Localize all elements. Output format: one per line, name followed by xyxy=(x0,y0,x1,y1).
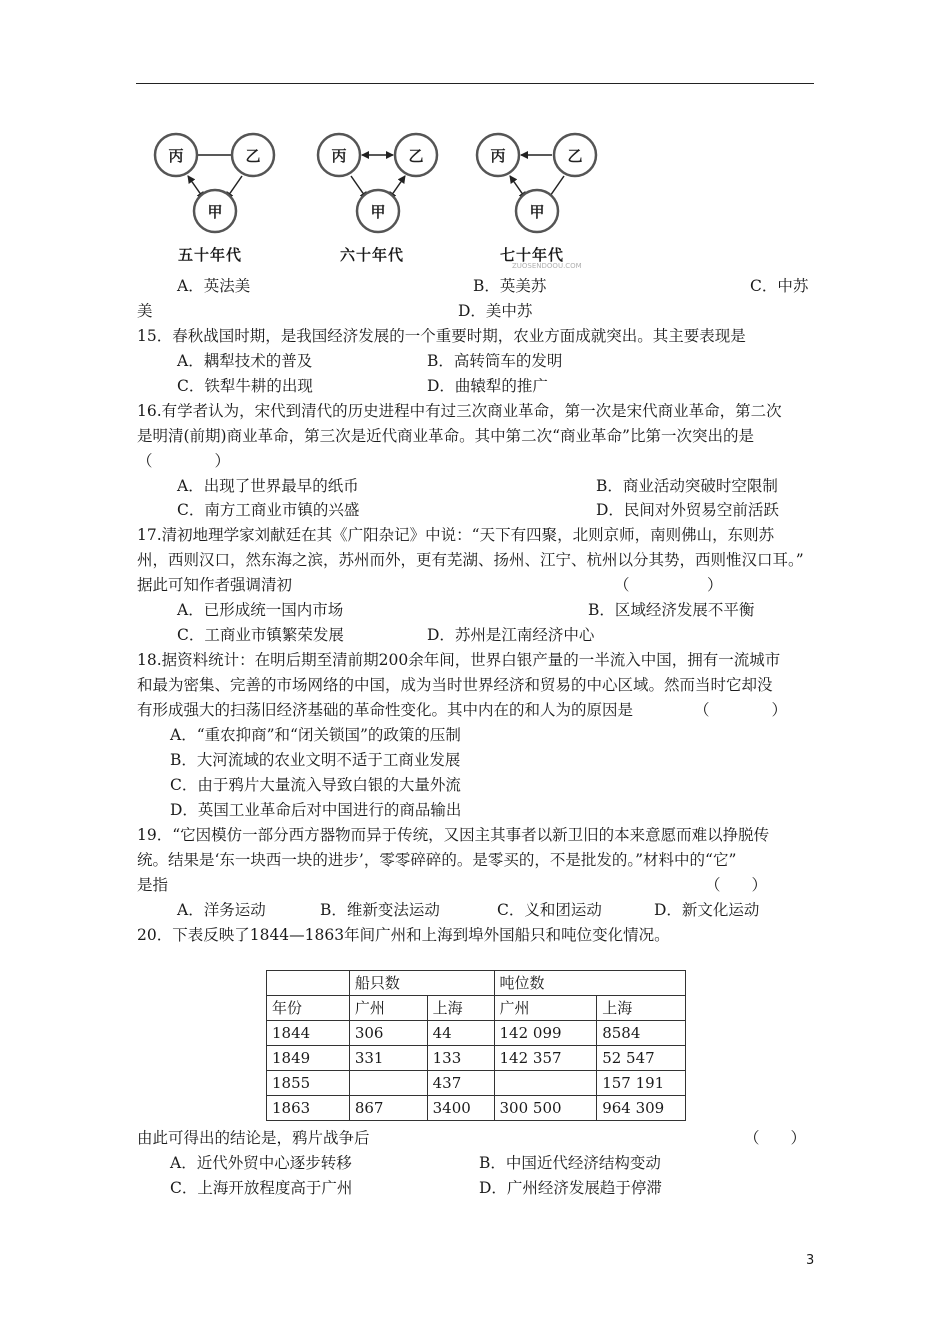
q19-stem-line3: 是指 xyxy=(137,876,169,894)
q17-option-c: C．工商业市镇繁荣发展 xyxy=(177,626,344,644)
table-row xyxy=(267,1071,686,1096)
q18-answer-paren: （ ） xyxy=(694,701,788,719)
table-cell: 44 xyxy=(427,1021,494,1046)
table-cell: 867 xyxy=(349,1096,427,1121)
table-cell: 142 099 xyxy=(494,1021,597,1046)
q20-stem: 20．下表反映了1844—1863年间广州和上海到埠外国船只和吨位变化情况。 xyxy=(137,926,670,944)
q15-stem: 15．春秋战国时期，是我国经济发展的一个重要时期，农业方面成就突出。其主要表现是 xyxy=(137,327,746,345)
diagram-fifties xyxy=(155,134,274,232)
table-cell xyxy=(494,1071,597,1096)
q18-stem-line1: 18.据资料统计：在明后期至清前期200余年间，世界白银产量的一半流入中国，拥有一流城市 xyxy=(137,651,781,669)
subheader-shanghai-tonnage: 上海 xyxy=(597,996,686,1021)
table-cell: 306 xyxy=(349,1021,427,1046)
node-jia: 甲 xyxy=(207,203,223,221)
q17-stem-line1: 17.清初地理学家刘献廷在其《广阳杂记》中说：“天下有四聚，北则京师，南则佛山，东则苏 xyxy=(137,526,775,544)
table-cell: 142 357 xyxy=(494,1046,597,1071)
q20-option-d: D．广州经济发展趋于停滞 xyxy=(479,1179,662,1197)
table-cell xyxy=(349,1071,427,1096)
q16-option-d: D．民间对外贸易空前活跃 xyxy=(596,501,779,519)
q16-stem-line2: 是明清(前期)商业革命，第三次是近代商业革命。其中第二次“商业革命”比第一次突出的是 xyxy=(137,427,754,445)
header-tonnage: 吨位数 xyxy=(494,971,685,996)
q16-option-c: C．南方工商业市镇的兴盛 xyxy=(177,501,360,519)
q18-stem-line2: 和最为密集、完善的市场网络的中国，成为当时世界经济和贸易的中心区域。然而当时它却没 xyxy=(137,676,773,694)
q18-stem-line3: 有形成强大的扫荡旧经济基础的革命性变化。其中内在的和人为的原因是 xyxy=(137,701,634,719)
table-cell: 1844 xyxy=(267,1021,350,1046)
caption-seventies: 七十年代 xyxy=(500,246,565,264)
node-yi: 乙 xyxy=(408,147,424,165)
diagram-sixties xyxy=(318,134,437,232)
table-cell: 3400 xyxy=(427,1096,494,1121)
table-row xyxy=(267,1096,686,1121)
caption-sixties: 六十年代 xyxy=(340,246,405,264)
table-cell: 1849 xyxy=(267,1046,350,1071)
subheader-guangzhou-tonnage: 广州 xyxy=(494,996,597,1021)
node-jia: 甲 xyxy=(529,203,545,221)
q15-option-d: D．曲辕犁的推广 xyxy=(427,377,548,395)
q17-option-b: B．区域经济发展不平衡 xyxy=(588,601,755,619)
q19-option-d: D．新文化运动 xyxy=(654,901,760,919)
q17-option-a: A．已形成统一国内市场 xyxy=(177,601,344,619)
node-yi: 乙 xyxy=(567,147,583,165)
q18-option-a: A．“重农抑商”和“闭关锁国”的政策的压制 xyxy=(170,726,461,744)
q18-option-d: D．英国工业革命后对中国进行的商品输出 xyxy=(170,801,462,819)
q14-option-a: A．英法美 xyxy=(177,277,251,295)
table-cell: 300 500 xyxy=(494,1096,597,1121)
table-cell: 437 xyxy=(427,1071,494,1096)
node-jia: 甲 xyxy=(370,203,386,221)
node-bing: 丙 xyxy=(490,147,506,165)
table-subheader-row xyxy=(267,996,686,1021)
q14-option-b: B．英美苏 xyxy=(473,277,547,295)
subheader-year: 年份 xyxy=(267,996,350,1021)
page-number: 3 xyxy=(806,1253,815,1268)
q15-option-c: C．铁犁牛耕的出现 xyxy=(177,377,313,395)
table-cell: 157 191 xyxy=(597,1071,686,1096)
q17-answer-paren: （ ） xyxy=(614,576,723,594)
table-cell: 331 xyxy=(349,1046,427,1071)
q20-answer-paren: （ ） xyxy=(744,1129,807,1147)
diagram-seventies xyxy=(477,134,596,232)
q17-option-d: D．苏州是江南经济中心 xyxy=(427,626,595,644)
table-corner-cell xyxy=(267,971,350,996)
q16-option-a: A．出现了世界最早的纸币 xyxy=(177,477,359,495)
q20-option-a: A．近代外贸中心逐步转移 xyxy=(170,1154,352,1172)
q15-option-b: B．高转筒车的发明 xyxy=(427,352,563,370)
q19-stem-line2: 统。结果是‘东一块西一块的进步’，零零碎碎的。是零买的，不是批发的。”材料中的“它” xyxy=(137,851,737,869)
q15-option-a: A．耦犁技术的普及 xyxy=(177,352,313,370)
table-cell: 1863 xyxy=(267,1096,350,1121)
subheader-shanghai-ships: 上海 xyxy=(427,996,494,1021)
node-bing: 丙 xyxy=(168,147,184,165)
q19-stem-line1: 19．“它因模仿一部分西方器物而异于传统，又因主其事者以新卫旧的本来意愿而难以挣脱传 xyxy=(137,826,770,844)
q19-option-c: C．义和团运动 xyxy=(497,901,602,919)
ship-tonnage-table xyxy=(266,970,686,1121)
q18-option-b: B．大河流域的农业文明不适于工商业发展 xyxy=(170,751,461,769)
q18-option-c: C．由于鸦片大量流入导致白银的大量外流 xyxy=(170,776,461,794)
q14-option-c-cont: 美 xyxy=(137,302,153,320)
table-row xyxy=(267,1021,686,1046)
node-yi: 乙 xyxy=(245,147,261,165)
q20-conclusion-stem: 由此可得出的结论是，鸦片战争后 xyxy=(137,1129,370,1147)
q16-answer-paren: （ ） xyxy=(137,452,231,470)
q19-answer-paren: （ ） xyxy=(705,876,768,894)
q20-option-b: B．中国近代经济结构变动 xyxy=(479,1154,661,1172)
watermark: ZUOSENDOOU.COM xyxy=(512,262,582,270)
table-header-row xyxy=(267,971,686,996)
header-ship-count: 船只数 xyxy=(349,971,494,996)
header-rule xyxy=(136,83,814,84)
q20-option-c: C．上海开放程度高于广州 xyxy=(170,1179,353,1197)
table-cell: 964 309 xyxy=(597,1096,686,1121)
q17-stem-line3: 据此可知作者强调清初 xyxy=(137,576,293,594)
q14-option-c: C．中苏 xyxy=(750,277,809,295)
subheader-guangzhou-ships: 广州 xyxy=(349,996,427,1021)
caption-fifties: 五十年代 xyxy=(178,246,243,264)
table-cell: 133 xyxy=(427,1046,494,1071)
table-cell: 52 547 xyxy=(597,1046,686,1071)
table-cell: 1855 xyxy=(267,1071,350,1096)
q19-option-a: A．洋务运动 xyxy=(177,901,266,919)
q16-option-b: B．商业活动突破时空限制 xyxy=(596,477,778,495)
q17-stem-line2: 州，西则汉口，然东海之滨，苏州而外，更有芜湖、扬州、江宁、杭州以分其势，西则惟汉口耳。” xyxy=(137,551,804,569)
q14-option-d: D．美中苏 xyxy=(458,302,533,320)
table-cell: 8584 xyxy=(597,1021,686,1046)
table-row xyxy=(267,1046,686,1071)
q19-option-b: B．维新变法运动 xyxy=(320,901,440,919)
q16-stem-line1: 16.有学者认为，宋代到清代的历史进程中有过三次商业革命，第一次是宋代商业革命，第二次 xyxy=(137,402,782,420)
node-bing: 丙 xyxy=(331,147,347,165)
